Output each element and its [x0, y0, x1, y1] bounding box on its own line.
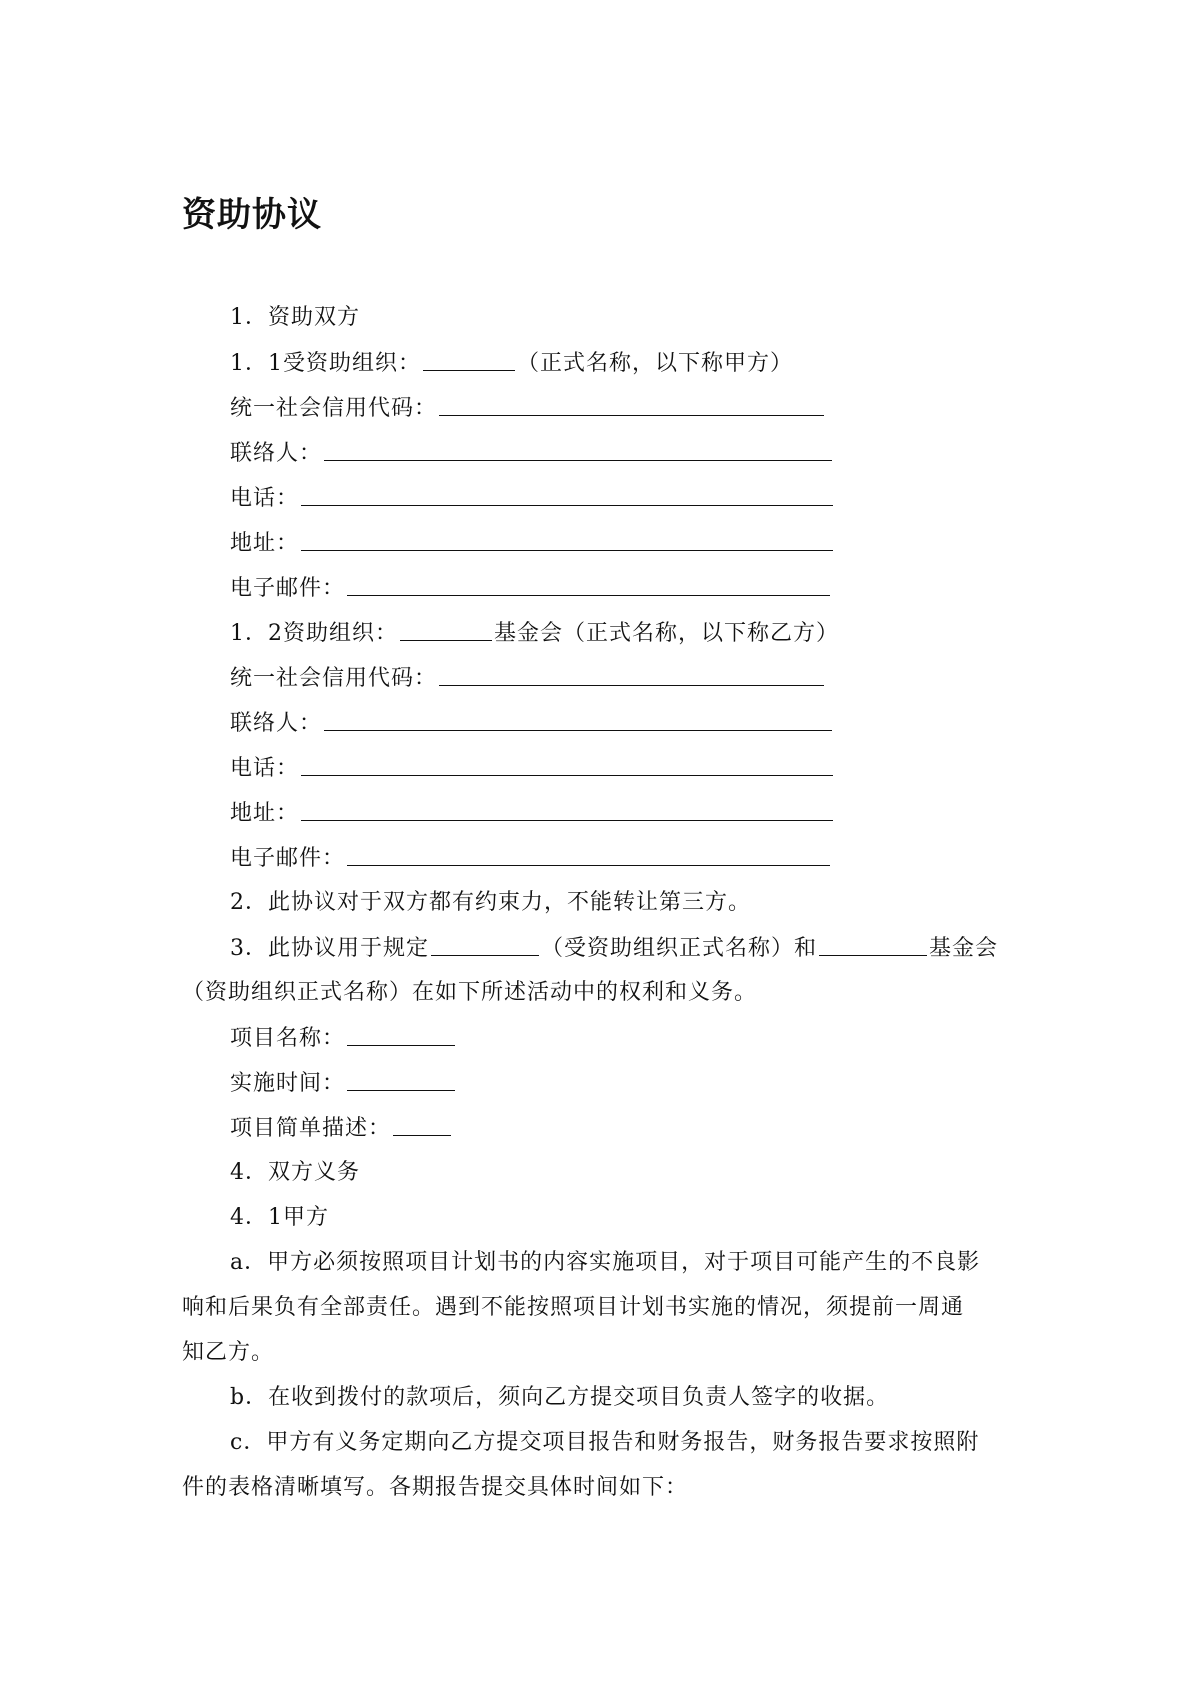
recipient-phone-line: 电话：: [230, 483, 835, 514]
section-4-1-heading: 4．1甲方: [230, 1205, 329, 1230]
funder-phone-blank[interactable]: [301, 753, 833, 776]
clause-b-line: b．在收到拨付的款项后，须向乙方提交项目负责人签字的收据。: [230, 1385, 890, 1410]
funder-address-blank[interactable]: [301, 798, 833, 821]
funder-email-blank[interactable]: [347, 843, 830, 866]
clause-a-line-2: 响和后果负有全部责任。遇到不能按照项目计划书实施的情况，须提前一周通: [182, 1295, 965, 1320]
recipient-email-blank[interactable]: [347, 573, 830, 596]
recipient-org-blank[interactable]: [423, 348, 515, 371]
recipient-email-line: 电子邮件：: [230, 573, 832, 604]
funder-email-line: 电子邮件：: [230, 843, 832, 874]
recipient-credit-code-blank[interactable]: [439, 393, 824, 416]
section-4-heading: 4．双方义务: [230, 1160, 360, 1185]
recipient-org-line: 1．1受资助组织： （正式名称，以下称甲方）: [230, 348, 793, 379]
recipient-contact-line: 联络人：: [230, 438, 834, 469]
clause-a-line-1: a．甲方必须按照项目计划书的内容实施项目，对于项目可能产生的不良影: [230, 1250, 981, 1275]
funder-org-blank[interactable]: [400, 618, 492, 641]
funder-contact-blank[interactable]: [324, 708, 832, 731]
document-title: 资助协议: [182, 195, 322, 235]
project-name-blank[interactable]: [347, 1023, 455, 1046]
project-name-line: 项目名称：: [230, 1023, 457, 1054]
section-3-recipient-blank[interactable]: [431, 933, 539, 956]
recipient-phone-blank[interactable]: [301, 483, 833, 506]
funder-contact-line: 联络人：: [230, 708, 834, 739]
recipient-address-blank[interactable]: [301, 528, 833, 551]
section-3-text: 3．此协议用于规定 （受资助组织正式名称）和 基金会: [230, 933, 998, 964]
recipient-address-line: 地址：: [230, 528, 835, 559]
recipient-credit-code-line: 统一社会信用代码：: [230, 393, 826, 424]
recipient-contact-blank[interactable]: [324, 438, 832, 461]
project-description-blank[interactable]: [393, 1113, 451, 1136]
funder-credit-code-line: 统一社会信用代码：: [230, 663, 826, 694]
funder-credit-code-blank[interactable]: [439, 663, 824, 686]
clause-c-line-2: 件的表格清晰填写。各期报告提交具体时间如下：: [182, 1475, 689, 1500]
section-3-continuation: （资助组织正式名称）在如下所述活动中的权利和义务。: [182, 980, 758, 1005]
section-1-heading: 1．资助双方: [230, 305, 360, 330]
section-3-funder-blank[interactable]: [819, 933, 927, 956]
implementation-time-line: 实施时间：: [230, 1068, 457, 1099]
funder-org-line: 1．2资助组织： 基金会（正式名称，以下称乙方）: [230, 618, 839, 649]
funder-phone-line: 电话：: [230, 753, 835, 784]
clause-c-line-1: c．甲方有义务定期向乙方提交项目报告和财务报告，财务报告要求按照附: [230, 1430, 980, 1455]
clause-a-line-3: 知乙方。: [182, 1340, 275, 1365]
project-description-line: 项目简单描述：: [230, 1113, 453, 1144]
section-2-text: 2．此协议对于双方都有约束力，不能转让第三方。: [230, 890, 751, 915]
implementation-time-blank[interactable]: [347, 1068, 455, 1091]
funder-address-line: 地址：: [230, 798, 835, 829]
